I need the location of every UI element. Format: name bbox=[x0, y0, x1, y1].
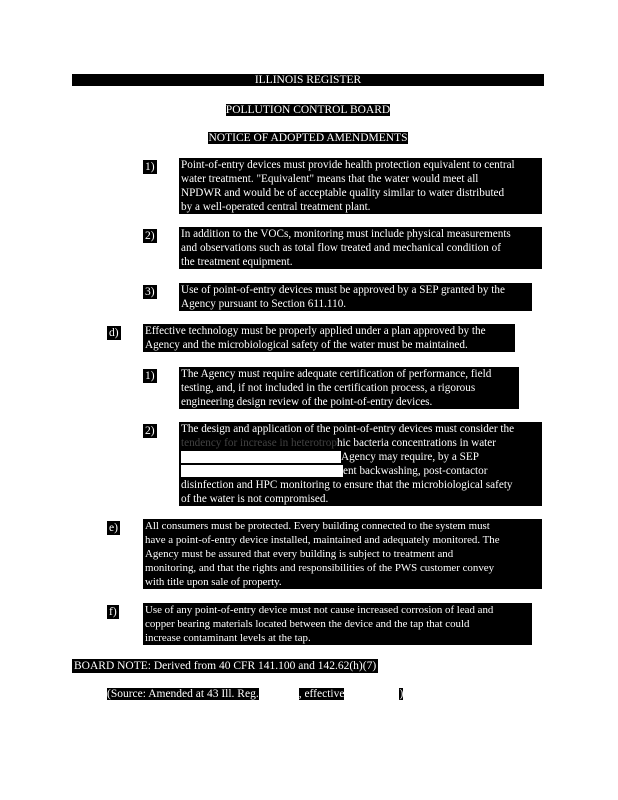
text-line: of the water is not compromised. bbox=[181, 493, 329, 505]
text-fragment: ent backwashing, post-contactor bbox=[343, 465, 488, 477]
text-line bbox=[181, 464, 539, 478]
item-label: e) bbox=[109, 522, 118, 534]
item-label: d) bbox=[109, 327, 119, 339]
item-label: 2) bbox=[145, 230, 155, 242]
source-note bbox=[107, 687, 403, 701]
text-line: increase contaminant levels at the tap. bbox=[145, 632, 311, 644]
text-line: Effective technology must be properly applied under a plan approved by the bbox=[145, 325, 486, 337]
text-line: disinfection and HPC monitoring to ensure that the microbiological safety bbox=[181, 479, 513, 491]
text-line: Use of any point-of-entry device must not cause increased corrosion of lead and bbox=[145, 604, 494, 616]
text-line: and observations such as total flow treated and mechanical condition of bbox=[181, 242, 501, 254]
item-label: 1) bbox=[145, 370, 155, 382]
board-header bbox=[72, 104, 544, 116]
text-line: water treatment. "Equivalent" means that the water would meet all bbox=[181, 173, 479, 185]
board-note-text: BOARD NOTE: Derived from 40 CFR 141.100 and 142.62(h)(7) (2002). bbox=[74, 660, 413, 672]
text-line bbox=[181, 450, 539, 464]
paragraph-e bbox=[143, 519, 542, 589]
redaction-gap bbox=[181, 451, 341, 463]
text-line: The Agency must require adequate certification of performance, field bbox=[181, 368, 492, 380]
text-line: The design and application of the point-of-entry devices must consider the bbox=[181, 423, 515, 435]
source-text: , effective bbox=[298, 688, 345, 700]
text-line: All consumers must be protected. Every building connected to the system must bbox=[145, 520, 490, 532]
redaction-gap bbox=[344, 688, 399, 700]
text-fragment: Agency may require, by a SEP bbox=[341, 451, 479, 463]
text-fragment: tendency for increase in heterotrop bbox=[181, 437, 337, 449]
text-line: Agency must be assured that every building is subject to treatment and bbox=[145, 548, 454, 560]
text-line: have a point-of-entry device installed, maintained and adequately monitored. The bbox=[145, 534, 500, 546]
item-label: 3) bbox=[145, 286, 155, 298]
paragraph-c3 bbox=[179, 283, 532, 311]
redaction-gap bbox=[259, 688, 299, 700]
register-header bbox=[72, 74, 544, 86]
text-line: NPDWR and would be of acceptable quality similar to water distributed bbox=[181, 187, 505, 199]
board-note bbox=[72, 659, 413, 673]
source-text: (Source: Amended at 43 Ill. Reg. bbox=[107, 688, 259, 700]
paragraph-c2 bbox=[179, 227, 542, 269]
paragraph-d2 bbox=[179, 422, 542, 506]
text-line: Agency pursuant to Section 611.110. bbox=[181, 298, 347, 310]
notice-title: NOTICE OF ADOPTED AMENDMENTS bbox=[208, 132, 408, 144]
notice-header bbox=[72, 132, 544, 144]
text-fragment: hic bacteria concentrations in water bbox=[336, 437, 496, 449]
paragraph-d bbox=[143, 324, 515, 352]
text-line: engineering design review of the point-of-entry devices. bbox=[181, 396, 433, 408]
source-text: ) bbox=[399, 688, 404, 700]
text-line: Point-of-entry devices must provide health protection equivalent to central bbox=[181, 159, 515, 171]
text-line: monitoring, and that the rights and responsibilities of the PWS customer convey bbox=[145, 562, 495, 574]
paragraph-d1 bbox=[179, 367, 519, 409]
text-line: In addition to the VOCs, monitoring must include physical measurements bbox=[181, 228, 511, 240]
register-title: ILLINOIS REGISTER bbox=[254, 74, 362, 86]
paragraph-c1 bbox=[179, 158, 542, 214]
text-line: Agency and the microbiological safety of the water must be maintained. bbox=[145, 339, 468, 351]
item-label: f) bbox=[109, 606, 117, 618]
paragraph-f bbox=[143, 603, 532, 645]
text-line: by a well-operated central treatment plant. bbox=[181, 201, 371, 213]
item-label: 2) bbox=[145, 425, 155, 437]
text-line: testing, and, if not included in the certification process, a rigorous bbox=[181, 382, 476, 394]
text-line bbox=[181, 436, 539, 450]
redaction-gap bbox=[181, 465, 343, 477]
item-label: 1) bbox=[145, 161, 155, 173]
board-title: POLLUTION CONTROL BOARD bbox=[225, 104, 391, 116]
text-line: the treatment equipment. bbox=[181, 256, 293, 268]
text-line: Use of point-of-entry devices must be approved by a SEP granted by the bbox=[181, 284, 505, 296]
text-line: with title upon sale of property. bbox=[145, 576, 282, 588]
text-line: copper bearing materials located between the device and the tap that could bbox=[145, 618, 470, 630]
